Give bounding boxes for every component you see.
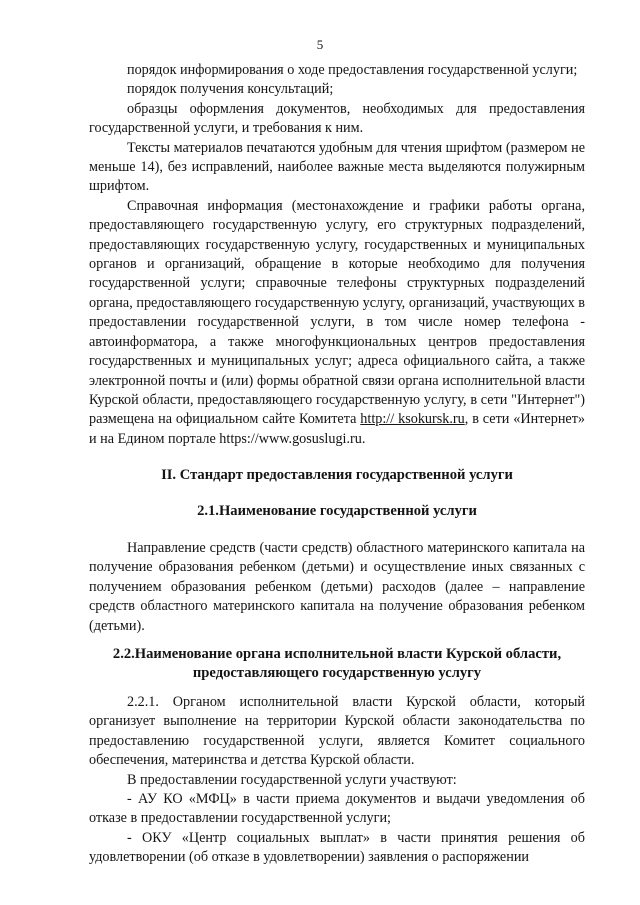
committee-site-link[interactable]: http:// ksokursk.ru bbox=[360, 411, 465, 428]
paragraph-consultations: порядок получения консультаций; bbox=[127, 81, 334, 98]
reference-info-text: Справочная информация (местонахождение и графики работы органа, предоставляющего государственную услугу, его структурных подразделений, предоставляющих государственную услугу, государственных и муниципальных органов и организаций, обращение в которые необходимо для получения государственной услуги; справочные телефоны структурных подразделений органа, предоставляющего государственную услугу, организаций, участвующих в предоставлении государственной услуги, в том числе номер телефона - автоинформатора, а также многофункциональных центров предоставления государственных и муниципальных услуг; адреса официального сайта, а также электронной почты и (или) формы обратной связи органа исполнительной власти Курской области, предоставляющего государственную услугу, в сети "Интернет") размещена на официальном сайте Комитета bbox=[89, 197, 585, 428]
info-block bbox=[89, 61, 585, 449]
subsection-heading-2-1: 2.1.Наименование государственной услуги bbox=[197, 503, 477, 519]
page-number: 5 bbox=[316, 37, 324, 52]
section-heading: II. Стандарт предоставления государственной услуги bbox=[161, 467, 513, 483]
reference-info-tail: , в сети «Интернет» и на Едином портале https://www.gosuslugi.ru. bbox=[89, 411, 585, 447]
subsection-heading-2-2-line1: 2.2.Наименование органа исполнительной власти Курской области, bbox=[112, 646, 562, 662]
paragraph-reference-info bbox=[89, 197, 585, 449]
paragraph-service-name: Направление средств (части средств) областного материнского капитала на получение образования ребенком (детьми) и осуществление иных связанных с получением образования ребенком (детьми) расходов (далее – направление средств областного материнского капитала на получение образования ребенком (детьми). bbox=[89, 540, 585, 634]
paragraph-participants: В предоставлении государственной услуги участвуют: bbox=[127, 771, 457, 788]
authority-block bbox=[89, 693, 585, 868]
subsection-heading-2-2 bbox=[89, 645, 585, 683]
paragraph-mfc: - АУ КО «МФЦ» в части приема документов и выдачи уведомления об отказе в предоставлении государственной услуги; bbox=[89, 791, 585, 827]
service-name-block bbox=[89, 539, 585, 636]
paragraph-payments-center: - ОКУ «Центр социальных выплат» в части принятия решения об удовлетворении (об отказе в удовлетворении) заявления о распоряжении bbox=[89, 829, 585, 866]
paragraph-2-2-1: 2.2.1. Органом исполнительной власти Курской области, который организует выполнение на территории Курской области законодательства по предоставлению государственной услуги, является Комитет социального обеспечения, материнства и детства Курской области. bbox=[89, 694, 585, 769]
paragraph-info-progress: порядок информирования о ходе предоставления государственной услуги; bbox=[127, 62, 578, 78]
subsection-heading-2-2-line2: предоставляющего государственную услугу bbox=[192, 665, 482, 681]
paragraph-font-requirements: Тексты материалов печатаются удобным для чтения шрифтом (размером не меньше 14), без исправлений, наиболее важные места выделяются полужирным шрифтом. bbox=[89, 139, 585, 195]
paragraph-document-samples: образцы оформления документов, необходимых для предоставления государственной услуги, и требования к ним. bbox=[89, 100, 585, 137]
